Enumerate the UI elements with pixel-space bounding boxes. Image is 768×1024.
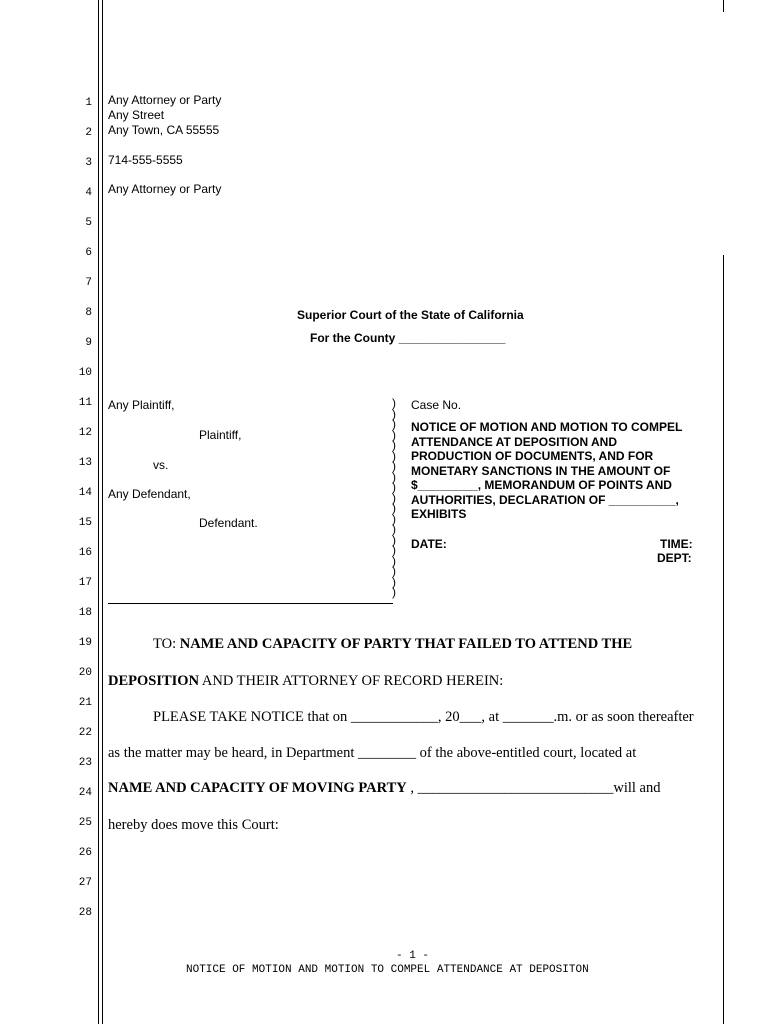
attorney-city: Any Town, CA 55555 — [108, 123, 220, 137]
caption-paren: ) — [392, 459, 396, 473]
caption-paren: ) — [392, 522, 396, 536]
line-number: 4 — [85, 187, 92, 199]
caption-paren: ) — [392, 511, 396, 526]
notice-to-party: NAME AND CAPACITY OF PARTY THAT FAILED TO ATTEND THE — [179, 636, 633, 652]
caption-paren: ) — [392, 490, 396, 505]
left-margin-rule — [98, 0, 99, 1024]
hearing-dept-label: DEPT: — [657, 551, 692, 565]
notice-line-21: PLEASE TAKE NOTICE that on ____________, 20___, at _______.m. or as soon thereafter — [153, 709, 694, 725]
line-number: 8 — [85, 307, 92, 319]
document-title: NOTICE OF MOTION AND MOTION TO COMPEL ATTENDANCE AT DEPOSITION AND PRODUCTION OF DOCUMENTS, AND FOR MONETARY SANCTIONS IN THE AMOUNT OF $_________, MEMORANDUM OF POINTS AND AUTHORITIES, DECLARATION OF __________, EXHIBITS — [411, 420, 683, 521]
notice-to-prefix: TO: — [153, 636, 177, 652]
line-number: 13 — [78, 457, 92, 469]
caption-underline — [108, 603, 393, 604]
defendant-name: Any Defendant, — [108, 487, 191, 501]
page-number: - 1 - — [396, 950, 430, 962]
attorney-phone: 714-555-5555 — [108, 153, 183, 167]
line-number: 18 — [78, 607, 92, 619]
caption-paren: ) — [392, 585, 396, 599]
line-number: 14 — [78, 487, 92, 499]
caption-paren: ) — [392, 564, 396, 578]
notice-line-20 — [108, 674, 503, 688]
line-number: 25 — [78, 817, 92, 829]
line-number: 1 — [85, 97, 92, 109]
right-margin-rule-top — [723, 0, 724, 12]
line-number: 2 — [85, 127, 92, 139]
notice-line-24: hereby does move this Court: — [108, 817, 279, 833]
line-number: 22 — [78, 727, 92, 739]
deposition-word: DEPOSITION — [108, 673, 200, 689]
line-number: 28 — [78, 907, 92, 919]
caption-paren: ) — [392, 501, 396, 515]
caption-paren: ) — [392, 406, 396, 421]
plaintiff-name: Any Plaintiff, — [108, 398, 175, 412]
caption-paren: ) — [392, 396, 396, 410]
right-margin-rule — [723, 255, 724, 1024]
caption-paren: ) — [392, 532, 396, 547]
line-number: 24 — [78, 787, 92, 799]
hearing-time-label: TIME: — [660, 537, 693, 551]
caption-paren: ) — [392, 417, 396, 431]
footer-title: NOTICE OF MOTION AND MOTION TO COMPEL ATTENDANCE AT DEPOSITON — [186, 964, 589, 976]
court-county: For the County ________________ — [310, 331, 506, 345]
line-number: 16 — [78, 547, 92, 559]
line-number: 26 — [78, 847, 92, 859]
notice-line-22: as the matter may be heard, in Department ________ of the above-entitled court, located at — [108, 745, 637, 761]
vs-label: vs. — [153, 458, 169, 472]
line-number: 10 — [78, 367, 92, 379]
caption-paren: ) — [392, 448, 396, 463]
line-number: 21 — [78, 697, 92, 709]
attorney-for: Any Attorney or Party — [108, 182, 222, 196]
caption-paren: ) — [392, 438, 396, 452]
hearing-date-label: DATE: — [411, 537, 447, 551]
line-number: 12 — [78, 427, 92, 439]
line-number: 7 — [85, 277, 92, 289]
line-number: 11 — [78, 397, 92, 409]
line-number: 15 — [78, 517, 92, 529]
caption-paren: ) — [392, 480, 396, 494]
moving-party: NAME AND CAPACITY OF MOVING PARTY — [108, 780, 407, 796]
defendant-label: Defendant. — [199, 516, 258, 530]
line-number: 17 — [78, 577, 92, 589]
left-margin-rule-inner — [102, 0, 103, 1024]
notice-line-23 — [108, 781, 661, 795]
attorney-name: Any Attorney or Party — [108, 93, 222, 107]
plaintiff-label: Plaintiff, — [199, 428, 242, 442]
caption-paren: ) — [392, 543, 396, 557]
line-number: 27 — [78, 877, 92, 889]
line-number: 6 — [85, 247, 92, 259]
line-number: 23 — [78, 757, 92, 769]
attorney-street: Any Street — [108, 108, 165, 122]
attorney-of-record-text: AND THEIR ATTORNEY OF RECORD HEREIN: — [201, 673, 504, 689]
caption-paren-column — [392, 398, 400, 598]
line-number: 20 — [78, 667, 92, 679]
caption-paren: ) — [392, 427, 396, 442]
caption-paren: ) — [392, 574, 396, 589]
caption-paren: ) — [392, 553, 396, 568]
case-number-label: Case No. — [411, 398, 462, 412]
will-and-text: , ___________________________will and — [406, 780, 661, 796]
notice-to-line — [153, 637, 632, 651]
line-number: 19 — [78, 637, 92, 649]
line-number: 3 — [85, 157, 92, 169]
line-number: 9 — [85, 337, 92, 349]
caption-paren: ) — [392, 469, 396, 484]
line-number: 5 — [85, 217, 92, 229]
court-name: Superior Court of the State of California — [297, 308, 524, 322]
